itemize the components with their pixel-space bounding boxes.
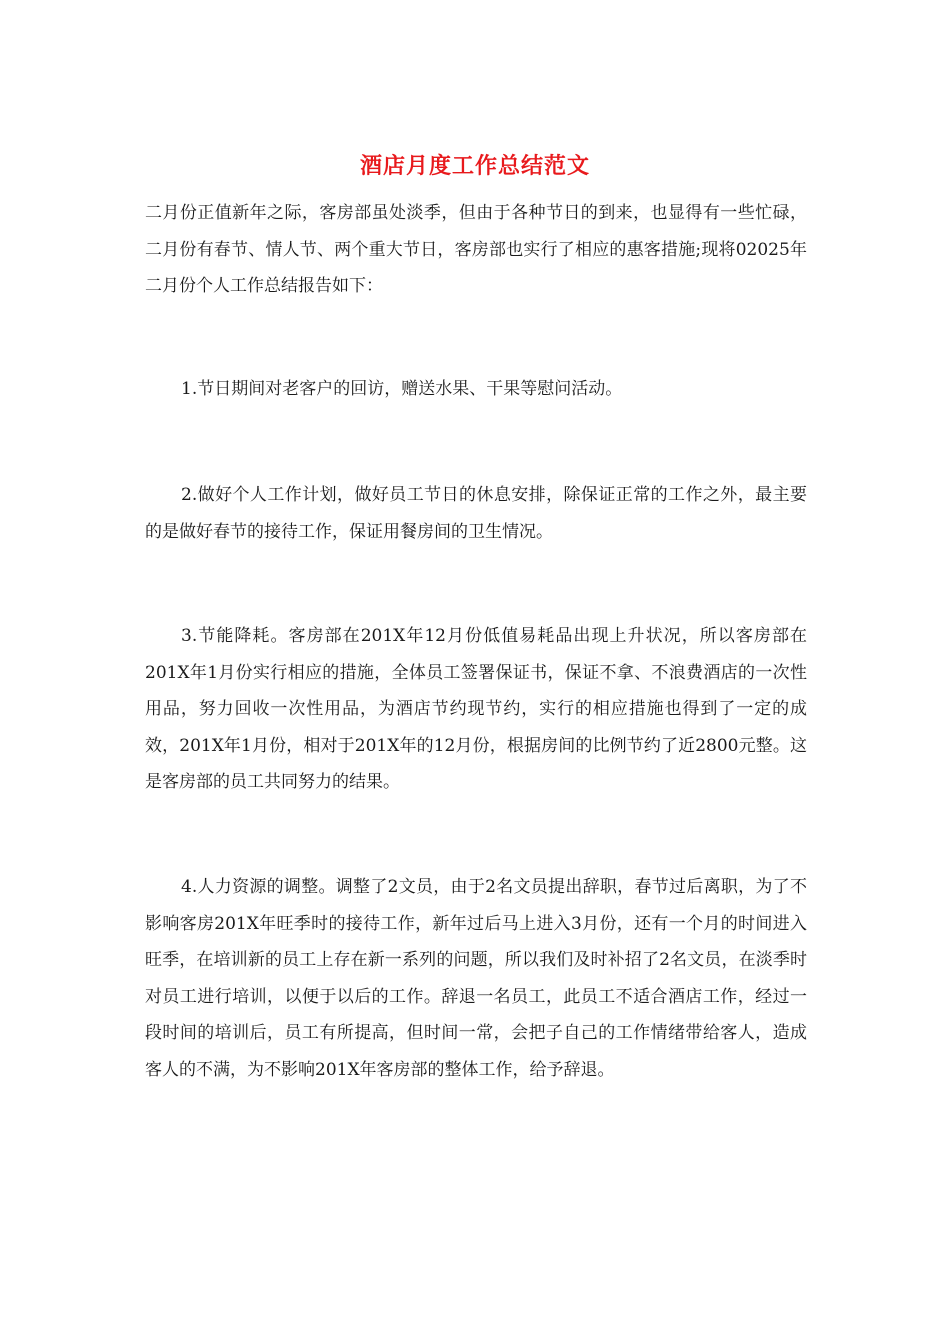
document-title: 酒店月度工作总结范文 [359,153,590,179]
item-paragraph-3: 3.节能降耗。客房部在201X年12月份低值易耗品出现上升状况，所以客房部在201X年1月份实行相应的措施，全体员工签署保证书，保证不拿、不浪费酒店的一次性用品，努力回收一次性用品，为酒店节约现节约，实行的相应措施也得到了一定的成效，201X年1月份，相对于201X年的12月份，根据房间的比例节约了近2800元整。这是客房部的员工共同努力的结果。 [145,626,807,792]
item-paragraph-2: 2.做好个人工作计划，做好员工节日的休息安排，除保证正常的工作之外，最主要的是做好春节的接待工作，保证用餐房间的卫生情况。 [145,485,807,542]
item-paragraph-4: 4.人力资源的调整。调整了2文员，由于2名文员提出辞职，春节过后离职，为了不影响客房201X年旺季时的接待工作，新年过后马上进入3月份，还有一个月的时间进入旺季，在培训新的员工上存在新一系列的问题，所以我们及时补招了2名文员，在淡季时对员工进行培训，以便于以后的工作。辞退一名员工，此员工不适合酒店工作，经过一段时间的培训后，员工有所提高，但时间一常，会把子自己的工作情绪带给客人，造成客人的不满，为不影响201X年客房部的整体工作，给予辞退。 [145,877,807,1080]
item-paragraph-1: 1.节日期间对老客户的回访，赠送水果、干果等慰问活动。 [181,379,623,399]
intro-paragraph: 二月份正值新年之际，客房部虽处淡季，但由于各种节日的到来，也显得有一些忙碌，二月份有春节、情人节、两个重大节日，客房部也实行了相应的惠客措施;现将02025年二月份个人工作总结报告如下： [145,203,807,296]
